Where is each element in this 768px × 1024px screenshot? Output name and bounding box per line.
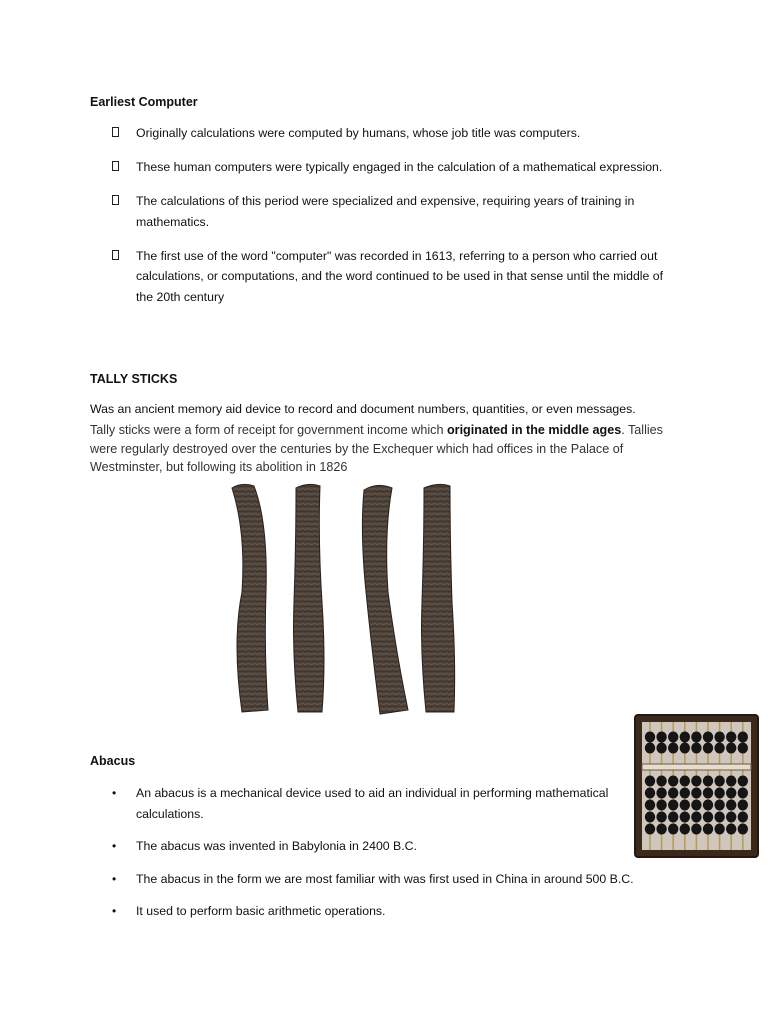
abacus-bead <box>668 732 678 743</box>
abacus-bead <box>656 788 666 799</box>
abacus-bead <box>668 788 678 799</box>
abacus-bead <box>656 800 666 811</box>
abacus-bead <box>668 743 678 754</box>
abacus-bead <box>714 788 724 799</box>
abacus-bead <box>726 732 736 743</box>
abacus-bead <box>726 800 736 811</box>
abacus-bead <box>703 743 713 754</box>
tally-stick-1 <box>232 484 268 712</box>
abacus-bead <box>703 776 713 787</box>
abacus-bead <box>656 743 666 754</box>
abacus-bead <box>714 743 724 754</box>
box-bullet-icon <box>112 161 119 171</box>
tally-stick-4 <box>422 484 455 712</box>
abacus-bead <box>691 812 701 823</box>
abacus-bead <box>726 743 736 754</box>
tally-sticks-heading: TALLY STICKS <box>90 372 178 386</box>
abacus-bead <box>645 812 655 823</box>
abacus-bead <box>714 824 724 835</box>
abacus-bead <box>680 743 690 754</box>
earliest-computer-list <box>112 123 672 321</box>
abacus-bead <box>680 812 690 823</box>
abacus-bead <box>680 732 690 743</box>
list-item: • An abacus is a mechanical device used to aid an individual in performing mathematical calculations. <box>112 783 642 824</box>
abacus-bead <box>703 788 713 799</box>
abacus-bead <box>645 800 655 811</box>
abacus-bead <box>645 743 655 754</box>
abacus-bead <box>691 824 701 835</box>
tally-stick-2 <box>294 484 325 712</box>
abacus-bead <box>691 788 701 799</box>
abacus-bead <box>668 824 678 835</box>
box-bullet-icon <box>112 250 119 260</box>
abacus-bead <box>668 776 678 787</box>
list-item: The calculations of this period were specialized and expensive, requiring years of training in mathematics. <box>112 191 672 232</box>
list-item: • The abacus was invented in Babylonia in 2400 B.C. <box>112 836 642 857</box>
abacus-bead <box>668 800 678 811</box>
list-item: • The abacus in the form we are most familiar with was first used in China in around 500 B.C. <box>112 869 642 890</box>
abacus-bead <box>645 824 655 835</box>
abacus-bead <box>738 824 748 835</box>
abacus-bead <box>738 788 748 799</box>
abacus-bead <box>714 812 724 823</box>
abacus-bead <box>691 743 701 754</box>
abacus-bead <box>680 824 690 835</box>
abacus-bead <box>714 732 724 743</box>
tally-highlight: originated in the middle ages <box>446 423 622 437</box>
bullet-dot-icon: • <box>112 871 117 886</box>
tally-description: Tally sticks were a form of receipt for government income which originated in the middle ages. Tallies were regularly destroyed over the centuries by the Exchequer which had offices in the Palace of Westminster, but following its abolition in 1826 <box>90 423 663 474</box>
list-item: These human computers were typically engaged in the calculation of a mathematical expression. <box>112 157 672 178</box>
abacus-bead <box>680 788 690 799</box>
abacus-bead <box>714 776 724 787</box>
abacus-bead <box>738 800 748 811</box>
abacus-bead <box>656 812 666 823</box>
earliest-computer-heading: Earliest Computer <box>90 95 198 109</box>
list-item: The first use of the word "computer" was recorded in 1613, referring to a person who carried out calculations, or computations, and the word continued to be used in that sense until the middle of the 20th century <box>112 246 672 308</box>
list-item: Originally calculations were computed by humans, whose job title was computers. <box>112 123 672 144</box>
abacus-bead <box>668 812 678 823</box>
box-bullet-icon <box>112 127 119 137</box>
abacus-bead <box>714 800 724 811</box>
abacus-bead <box>726 776 736 787</box>
abacus-bead <box>738 732 748 743</box>
bullet-dot-icon: • <box>112 904 117 918</box>
abacus-bead <box>680 776 690 787</box>
tally-intro: Was an ancient memory aid device to record and document numbers, quantities, or even messages. <box>90 402 636 416</box>
abacus-bead <box>738 812 748 823</box>
abacus-bead <box>645 788 655 799</box>
abacus-bead <box>726 788 736 799</box>
abacus-bead <box>726 824 736 835</box>
abacus-bead <box>656 824 666 835</box>
abacus-bead <box>691 800 701 811</box>
abacus-list <box>112 783 642 934</box>
abacus-bead <box>680 800 690 811</box>
abacus-bead <box>691 732 701 743</box>
abacus-bead <box>656 776 666 787</box>
abacus-bead <box>656 732 666 743</box>
abacus-bead <box>703 812 713 823</box>
abacus-heading: Abacus <box>90 754 136 768</box>
tally-stick-3 <box>362 485 408 714</box>
abacus-bead <box>645 732 655 743</box>
abacus-bead <box>703 824 713 835</box>
bullet-dot-icon: • <box>112 786 117 800</box>
bullet-dot-icon: • <box>112 839 117 853</box>
abacus-image <box>634 714 759 858</box>
list-item: • It used to perform basic arithmetic operations. <box>112 901 642 922</box>
tally-sticks-image <box>220 482 460 717</box>
abacus-bead <box>738 743 748 754</box>
abacus-bead <box>645 776 655 787</box>
abacus-bead <box>738 776 748 787</box>
abacus-bead <box>726 812 736 823</box>
abacus-bead <box>703 800 713 811</box>
abacus-bead <box>703 732 713 743</box>
abacus-bead <box>691 776 701 787</box>
box-bullet-icon <box>112 195 119 205</box>
